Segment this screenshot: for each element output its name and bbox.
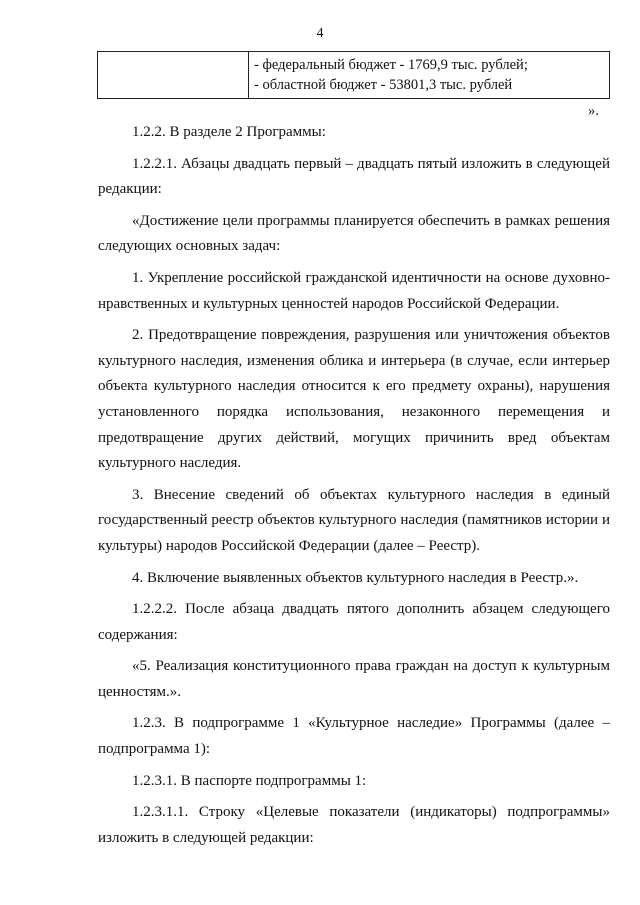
page-number: 4 <box>316 26 324 41</box>
paragraph-task-2: 2. Предотвращение повреждения, разрушения или уничтожения объектов культурного наследия, изменения облика и интерьера (в случае, если интерьер объекта культурного наследия относится к его предмету охраны), нарушения установленного порядка использования, незаконного перемещения и предотвращение других действий, могущих причинить вред объектам культурного наследия. <box>98 327 610 472</box>
paragraph-1-2-2-2: 1.2.2.2. После абзаца двадцать пятого дополнить абзацем следующего содержания: <box>98 601 610 643</box>
paragraph-task-1: 1. Укрепление российской гражданской идентичности на основе духовно-нравственных и культурных ценностей народов Российской Федерации. <box>98 269 610 312</box>
federal-budget-line: - федеральный бюджет - 1769,9 тыс. рублей; <box>254 57 528 73</box>
table-empty-cell <box>98 52 249 98</box>
paragraph-task-5: «5. Реализация конституционного права граждан на доступ к культурным ценностям.». <box>98 658 610 700</box>
paragraph-task-3: 3. Внесение сведений об объектах культурного наследия в единый государственный реестр объектов культурного наследия (памятников истории и культуры) народов Российской Федерации (далее – Реестр). <box>98 486 610 554</box>
regional-budget-line: - областной бюджет - 53801,3 тыс. рублей <box>254 77 513 93</box>
paragraph-1-2-3-1: 1.2.3.1. В паспорте подпрограммы 1: <box>132 772 367 789</box>
paragraph-1-2-2: 1.2.2. В разделе 2 Программы: <box>132 124 326 140</box>
paragraph-1-2-3-1-1: 1.2.3.1.1. Строку «Целевые показатели (индикаторы) подпрограммы» изложить в следующей редакции: <box>98 804 610 846</box>
budget-table <box>97 51 610 99</box>
paragraph-1-2-2-1: 1.2.2.1. Абзацы двадцать первый – двадцать пятый изложить в следующей редакции: <box>98 155 610 198</box>
closing-quote: ». <box>588 103 599 119</box>
paragraph-task-4: 4. Включение выявленных объектов культурного наследия в Реестр.». <box>132 569 579 586</box>
table-budget-cell <box>249 52 609 98</box>
paragraph-1-2-3: 1.2.3. В подпрограмме 1 «Культурное наследие» Программы (далее – подпрограмма 1): <box>98 715 610 758</box>
paragraph-goal-intro: «Достижение цели программы планируется обеспечить в рамках решения следующих основных задач: <box>98 212 610 255</box>
document-body <box>98 120 610 851</box>
